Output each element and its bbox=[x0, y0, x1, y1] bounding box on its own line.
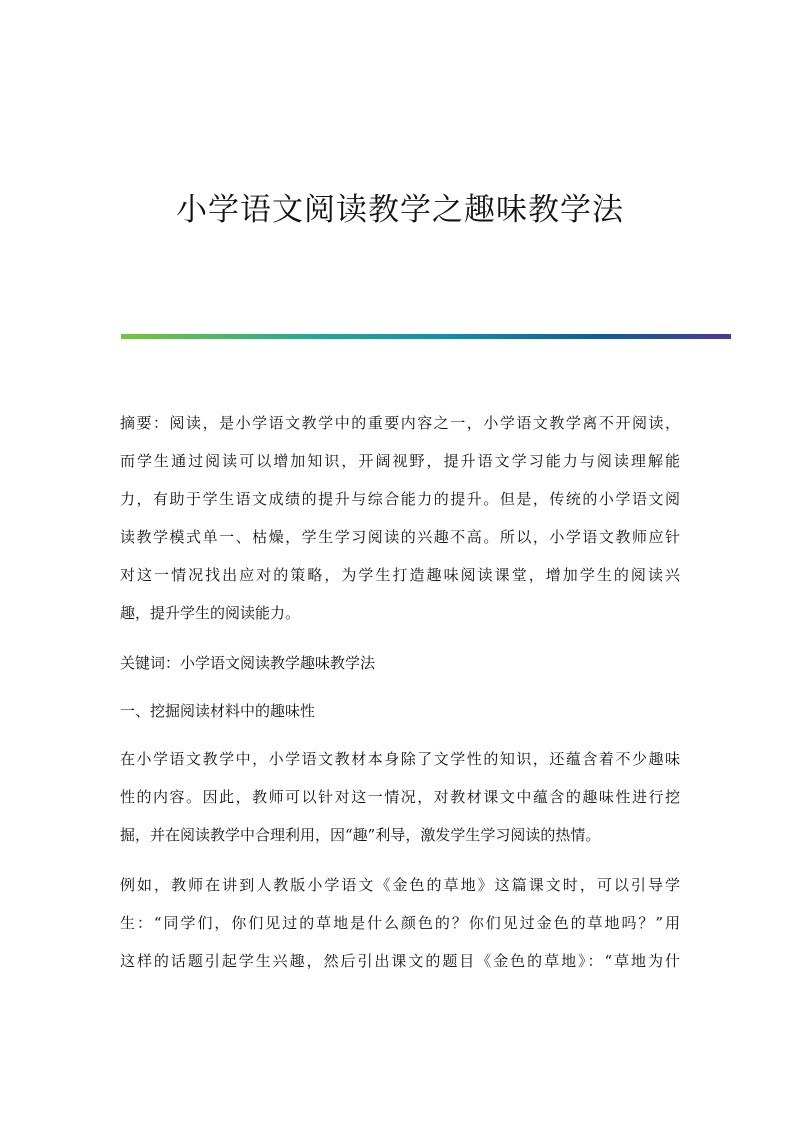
abstract-line: 读教学模式单一、枯燥，学生学习阅读的兴趣不高。所以，小学语文教师应针 bbox=[120, 528, 680, 546]
document-body bbox=[120, 404, 680, 992]
abstract-line: 趣，提升学生的阅读能力。 bbox=[120, 604, 301, 622]
section-paragraph bbox=[120, 740, 680, 854]
abstract-paragraph bbox=[120, 404, 680, 632]
paragraph-line: 这样的话题引起学生兴趣，然后引出课文的题目《金色的草地》：“草地为什 bbox=[120, 952, 680, 970]
paragraph-line: 生：“同学们，你们见过的草地是什么颜色的？你们见过金色的草地吗？”用 bbox=[120, 914, 680, 932]
paragraph-line: 例如，教师在讲到人教版小学语文《金色的草地》这篇课文时，可以引导学 bbox=[120, 876, 680, 894]
abstract-line: 摘要：阅读，是小学语文教学中的重要内容之一，小学语文教学离不开阅读， bbox=[120, 414, 680, 432]
document-title: 小学语文阅读教学之趣味教学法 bbox=[176, 192, 624, 228]
keywords-line: 关键词：小学语文阅读教学趣味教学法 bbox=[120, 654, 376, 672]
paragraph-line: 在小学语文教学中，小学语文教材本身除了文学性的知识，还蕴含着不少趣味 bbox=[120, 750, 680, 768]
section-heading: 一、挖掘阅读材料中的趣味性 bbox=[120, 702, 316, 720]
title-divider bbox=[121, 334, 731, 339]
abstract-line: 而学生通过阅读可以增加知识，开阔视野，提升语文学习能力与阅读理解能 bbox=[120, 452, 680, 470]
abstract-line: 对这一情况找出应对的策略，为学生打造趣味阅读课堂，增加学生的阅读兴 bbox=[120, 566, 680, 584]
abstract-line: 力，有助于学生语文成绩的提升与综合能力的提升。但是，传统的小学语文阅 bbox=[120, 490, 680, 508]
paragraph-line: 性的内容。因此，教师可以针对这一情况，对教材课文中蕴含的趣味性进行挖 bbox=[120, 788, 680, 806]
section-paragraph bbox=[120, 866, 680, 980]
paragraph-line: 掘，并在阅读教学中合理利用，因“趣”利导，激发学生学习阅读的热情。 bbox=[120, 826, 601, 844]
